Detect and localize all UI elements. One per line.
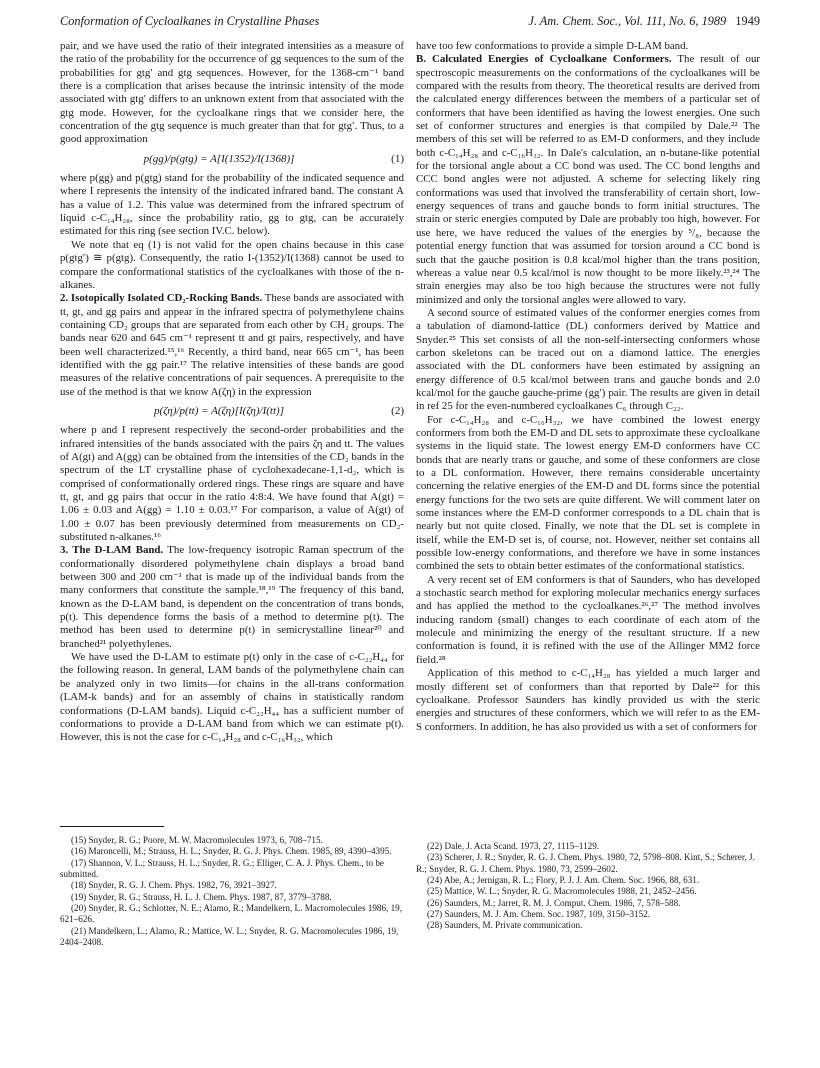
section-heading: 3. The D-LAM Band. bbox=[60, 544, 164, 557]
paragraph: have too few conformations to provide a simple D-LAM band. bbox=[416, 40, 689, 52]
section-text: These bands are associated with tt, gt, and gg pairs and appear in the infrared spectra of polymethylene chains containing CD₂ groups that are separated from each other by CH₂ groups. The bands near 620 and 645 cm⁻¹ represent tt and gt pairs, respectively, and have been well characterized.¹⁵,¹⁶ Recently, a third band, near 665 cm⁻¹, has been identified with the gg pair.¹⁷ The relative intensities of these bands are good measures of the relative concentrations of pair sequences. A prerequisite to the use of the method is that we know A(ζη) in the expression bbox=[60, 292, 404, 398]
section-text: The result of our spectroscopic measurements on the conformations of the cycloalkanes will be compared with the results from theory. The theoretical results are derived from the calculated energy differences between the members of a particular set of conformers that have been identified as having the lowest energies. One such set of conformer structures and energies is that compiled by Dale.²² The members of this set will be referred to as EM-D conformers, and they include both c-C₁₄H₂₈ and c-C₁₆H₃₂. In Dale's calculation, an n-butane-like potential for the torsional angle about a CC bond was used. The CC bond lengths and CCC bond angles were not adjusted. A scheme for selecting likely ring conformations was used that involved the transferability of certain short, low-energy sequences of trans and gauche bonds to form initial structures. The strain or steric energies computed by Dale are probably too high, however. For use here, we have reduced the values of the energies by ⁵/₈, because the potential energy function that was assumed for torsion around a CC bond is such that the gauche position is 0.8 kcal/mol higher than the trans position, whereas a value near 0.5 kcal/mol is now thought to be more likely.²³,²⁴ The strain energies may also be too high because the structures were not fully minimized and only the torsional angles were allowed to vary. bbox=[416, 53, 760, 306]
page-number: 1949 bbox=[735, 14, 760, 28]
paragraph: A second source of estimated values of the conformer energies comes from a tabulation of diamond-lattice (DL) conformers derived by Mattice and Snyder.²⁵ This set consists of all the non-self-intersecting conformers whose carbon skeletons can be traced out on a diamond lattice. The energies associated with the DL conformers have been estimated by assigning an energy difference of 0.5 kcal/mol between trans and gauche bonds and 2.0 kcal/mol for the gauche gauche-prime (gg′) pair. The results are given in detail in ref 25 for the even-numbered cycloalkanes C₆ through C₂₂. bbox=[416, 306, 760, 413]
equation-1 bbox=[60, 153, 404, 166]
reference: (21) Mandelkern, L.; Alamo, R.; Mattice, W. L.; Snyder, R. G. Macromolecules 1986, 19, 2404–2408. bbox=[60, 925, 399, 948]
reference: (19) Snyder, R. G.; Strauss, H. L. J. Chem. Phys. 1987, 87, 3779–3788. bbox=[71, 891, 332, 902]
running-title: Conformation of Cycloalkanes in Crystalline Phases bbox=[60, 14, 320, 28]
section-heading: B. Calculated Energies of Cycloalkane Conformers. bbox=[416, 53, 672, 66]
section-heading: 2. Isotopically Isolated CD₂-Rocking Bands. bbox=[60, 292, 263, 305]
equation-expression: p(ζη)/p(tt) = A(ζη)[I(ζη)/I(tt)] bbox=[154, 404, 284, 417]
footnote-rule bbox=[60, 826, 164, 827]
reference: (23) Scherer, J. R.; Snyder, R. G. J. Chem. Phys. 1980, 72, 5798–808. Kint, S.; Scherer, J. R.; Snyder, R. G. J. Chem. Phys. 1980, 73, 2599–2602. bbox=[416, 852, 755, 874]
reference: (16) Maroncelli, M.; Strauss, H. L.; Snyder, R. G. J. Phys. Chem. 1985, 89, 4390–4395. bbox=[71, 846, 392, 857]
paragraph: For c-C₁₄H₂₈ and c-C₁₆H₃₂, we have combined the lowest energy conformers from both the EM-D and DL sets to approximate these cycloalkane systems in the liquid state. The lowest energy EM-D conformers have CC bonds that are nearly trans or gauche, and some of these conformers are close to a DL conformation. However, there remains considerable uncertainty concerning the relative energies of the EM-D and DL forms since the potential energy functions for the two sets are quite different. We will comment later on some instances where the EM-D conformer corresponds to a DL chain that is nearly but not quite closed. Finally, we note that the DL set is complete in itself, while the EM-D set is, of course, not. However, neither set contains all possible low-energy conformations, and therefore we have in some instances combined the sets to obtain better estimates of the conformational statistics. bbox=[416, 413, 760, 573]
equation-2 bbox=[60, 405, 404, 418]
paragraph: We have used the D-LAM to estimate p(t) only in the case of c-C₂₂H₄₄ for the following reason. In general, LAM bands of the polymethylene chain can be analyzed only in two limits—for chains in the all-trans conformation (LAM-k bands) and for an assembly of chains in statistically random conformations (D-LAM bands). Liquid c-C₂₂H₄₄ has a sufficient number of conformations to provide a D-LAM band from which we can estimate p(t). However, this is not the case for c-C₁₄H₂₈ and c-C₁₆H₃₂, which bbox=[60, 651, 404, 744]
paragraph: where p and I represent respectively the second-order probabilities and the infrared intensities of the bands associated with the pairs ζη and tt. The values of A(gt) and A(gg) can be obtained from the intensities of the CD₂ bands in the spectrum of the LT crystalline phase of cyclohexadecane-1,1-d₂, which is comprised of conformationally ordered rings. These rings are square and have tt, gt, and gg pairs that occur in the ratio 4:8:4. We have found that A(gt) = 1.06 ± 0.03 and A(gg) = 1.10 ± 0.03.¹⁷ For comparison, a value of A(gt) of 1.00 ± 0.07 has been previously determined from measurements on CD₂-substituted n-alkanes.¹⁶ bbox=[60, 424, 404, 544]
reference: (24) Abe, A.; Jernigan, R. L.; Flory, P. J. J. Am. Chem. Soc. 1966, 88, 631. bbox=[427, 875, 700, 886]
right-column bbox=[416, 40, 760, 734]
reference: (20) Snyder, R. G.; Schlotter, N. E.; Alamo, R.; Mandelkern, L. Macromolecules 1986, 19, 621–626. bbox=[60, 903, 403, 925]
reference: (28) Saunders, M. Private communication. bbox=[427, 920, 583, 931]
paragraph: A very recent set of EM conformers is that of Saunders, who has developed a stochastic search method for exploring molecular mechanics energy surfaces and has applied the method to the cycloalkanes.²⁶,²⁷ The method involves inducing random (small) changes to each coordinate of each atom of the molecule and minimizing the energy of the resultant structure. If a new conformation is found, it is refined with the use of the Allinger MM2 force field.²⁸ bbox=[416, 573, 760, 666]
reference: (27) Saunders, M. J. Am. Chem. Soc. 1987, 109, 3150–3152. bbox=[427, 909, 651, 920]
references-left bbox=[60, 826, 404, 948]
paragraph: pair, and we have used the ratio of their integrated intensities as a measure of the ratio of the probability for the occurrence of gg sequences to the sum of the probabilities for gtg′ and gtg sequences. However, for the 1368-cm⁻¹ band there is a complication that arises because the intrinsic intensity of the mode associated with gtg′ differs to an unknown extent from that associated with the gtg mode. However, for the cycloalkane rings that we consider here, the concentration of the gtg sequence is much greater than that for gtg′. Thus, to a good approximation bbox=[60, 40, 404, 146]
section-text: The low-frequency isotropic Raman spectrum of the conformationally disordered polymethylene chain displays a broad band between 300 and 200 cm⁻¹ that is made up of the individual bands from the many conformers that constitute the sample.¹⁸,¹⁹ The frequency of this band, known as the D-LAM band, is dependent on the concentration of trans bonds, p(t). This dependence forms the basis of a method to determine p(t). The method has been used to determine p(t) in semicrystalline linear²⁰ and branched²¹ polyethylenes. bbox=[60, 544, 404, 650]
reference: (25) Mattice, W. L.; Snyder, R. G. Macromolecules 1988, 21, 2452–2456. bbox=[427, 886, 697, 897]
reference: (26) Saunders, M.; Jarret, R. M. J. Comput. Chem. 1986, 7, 578–588. bbox=[427, 897, 681, 908]
reference: (18) Snyder, R. G. J. Chem. Phys. 1982, 76, 3921–3927. bbox=[71, 880, 277, 891]
left-column bbox=[60, 40, 404, 745]
paragraph: Application of this method to c-C₁₄H₂₈ has yielded a much larger and mostly different set of conformers than that reported by Dale²² for this cycloalkane. Professor Saunders has kindly provided us with the steric energies and structures of these conformers, which we will refer to as the EM-S conformers. In addition, he has also provided us with a set of conformers for bbox=[416, 667, 760, 733]
equation-expression: p(gg)/p(gtg) = A[I(1352)/I(1368)] bbox=[143, 152, 295, 165]
paragraph: where p(gg) and p(gtg) stand for the probability of the indicated sequence and where I represents the intensity of the indicated infrared band. The constant A has a value of 1.2. This value was determined from the infrared spectrum of liquid c-C₁₄H₂₈, since the probability ratio, gg to gtg, can be accurately estimated for this ring (see section IV.C. below). bbox=[60, 172, 404, 238]
reference: (15) Snyder, R. G.; Poore, M. W. Macromolecules 1973, 6, 708–715. bbox=[71, 835, 323, 845]
equation-number: (2) bbox=[391, 404, 404, 417]
references-right bbox=[416, 841, 760, 932]
reference: (17) Shannon, V. L.; Strauss, H. L.; Snyder, R. G.; Elliger, C. A. J. Phys. Chem., to be submitted. bbox=[60, 857, 384, 880]
journal-name: J. Am. Chem. Soc., Vol. 111, No. 6, 1989 bbox=[528, 14, 727, 28]
paragraph: We note that eq (1) is not valid for the open chains because in this case p(gtg′) ≅ p(gtg). Consequently, the ratio I-(1352)/I(1368) cannot be used to compare the conformational statistics of the cycloalkanes with those of the n-alkanes. bbox=[60, 238, 404, 291]
equation-number: (1) bbox=[391, 152, 404, 165]
journal-citation bbox=[528, 14, 760, 29]
reference: (22) Dale, J. Acta Scand. 1973, 27, 1115–1129. bbox=[427, 841, 600, 851]
